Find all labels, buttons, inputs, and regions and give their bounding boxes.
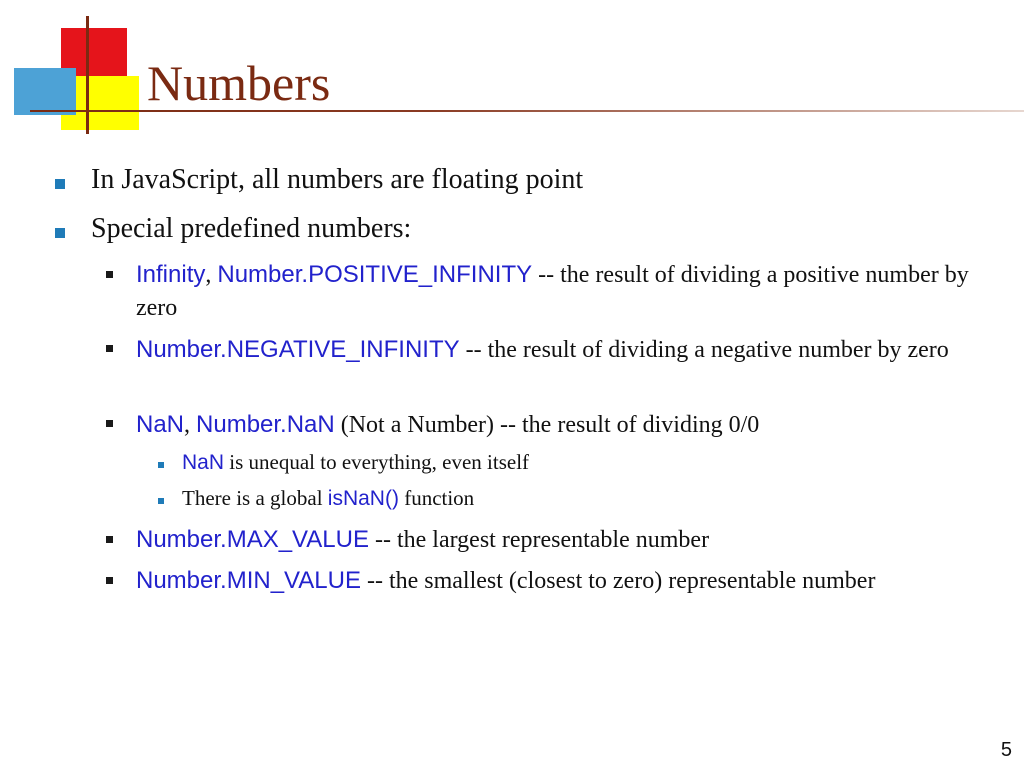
bullet-marker — [106, 271, 113, 278]
bullet-marker — [55, 228, 65, 238]
code-term: NaN — [136, 411, 185, 438]
code-term: Number.MAX_VALUE — [136, 526, 369, 553]
bullet-text: -- the result of dividing a positive number by zero — [136, 262, 969, 321]
slide-logo — [0, 0, 140, 140]
bullet-item: Special predefined numbers: — [91, 213, 412, 244]
bullet-marker — [158, 462, 164, 468]
bullet-item — [136, 564, 986, 598]
bullet-marker — [106, 420, 113, 427]
bullet-text: function — [398, 486, 475, 510]
bullet-text: (Not a Number) -- the result of dividing 0/0 — [334, 412, 760, 438]
bullet-text: -- the result of dividing a negative number by zero — [459, 337, 949, 363]
code-term: isNaN() — [327, 487, 399, 510]
bullet-item — [136, 408, 986, 442]
bullet-item — [136, 258, 986, 325]
bullet-text: -- the largest representable number — [368, 527, 710, 553]
bullet-marker — [106, 536, 113, 543]
bullet-text: is unequal to everything, even itself — [224, 450, 530, 474]
bullet-text: There is a global — [182, 486, 328, 510]
code-term: Infinity — [136, 261, 206, 288]
slide-title: Numbers — [147, 55, 331, 111]
bullet-marker — [106, 577, 113, 584]
bullet-item — [136, 523, 986, 557]
bullet-text: -- the smallest (closest to zero) representable number — [360, 568, 876, 594]
bullet-marker — [158, 498, 164, 504]
logo-blue-square — [14, 68, 76, 115]
code-term: Number.NaN — [196, 411, 335, 438]
bullet-item: In JavaScript, all numbers are floating point — [91, 164, 584, 195]
code-term: NaN — [182, 451, 225, 474]
code-term: Number.MIN_VALUE — [136, 567, 361, 594]
bullet-marker — [55, 179, 65, 189]
page-number: 5 — [1000, 739, 1012, 761]
logo-vertical-line — [86, 16, 89, 134]
code-term: Number.POSITIVE_INFINITY — [217, 261, 533, 288]
code-term: Number.NEGATIVE_INFINITY — [136, 336, 460, 363]
separator: , — [184, 412, 191, 438]
bullet-marker — [106, 345, 113, 352]
bullet-item — [182, 450, 529, 475]
bullet-item — [136, 333, 986, 367]
bullet-item — [182, 486, 474, 511]
separator: , — [205, 262, 212, 288]
